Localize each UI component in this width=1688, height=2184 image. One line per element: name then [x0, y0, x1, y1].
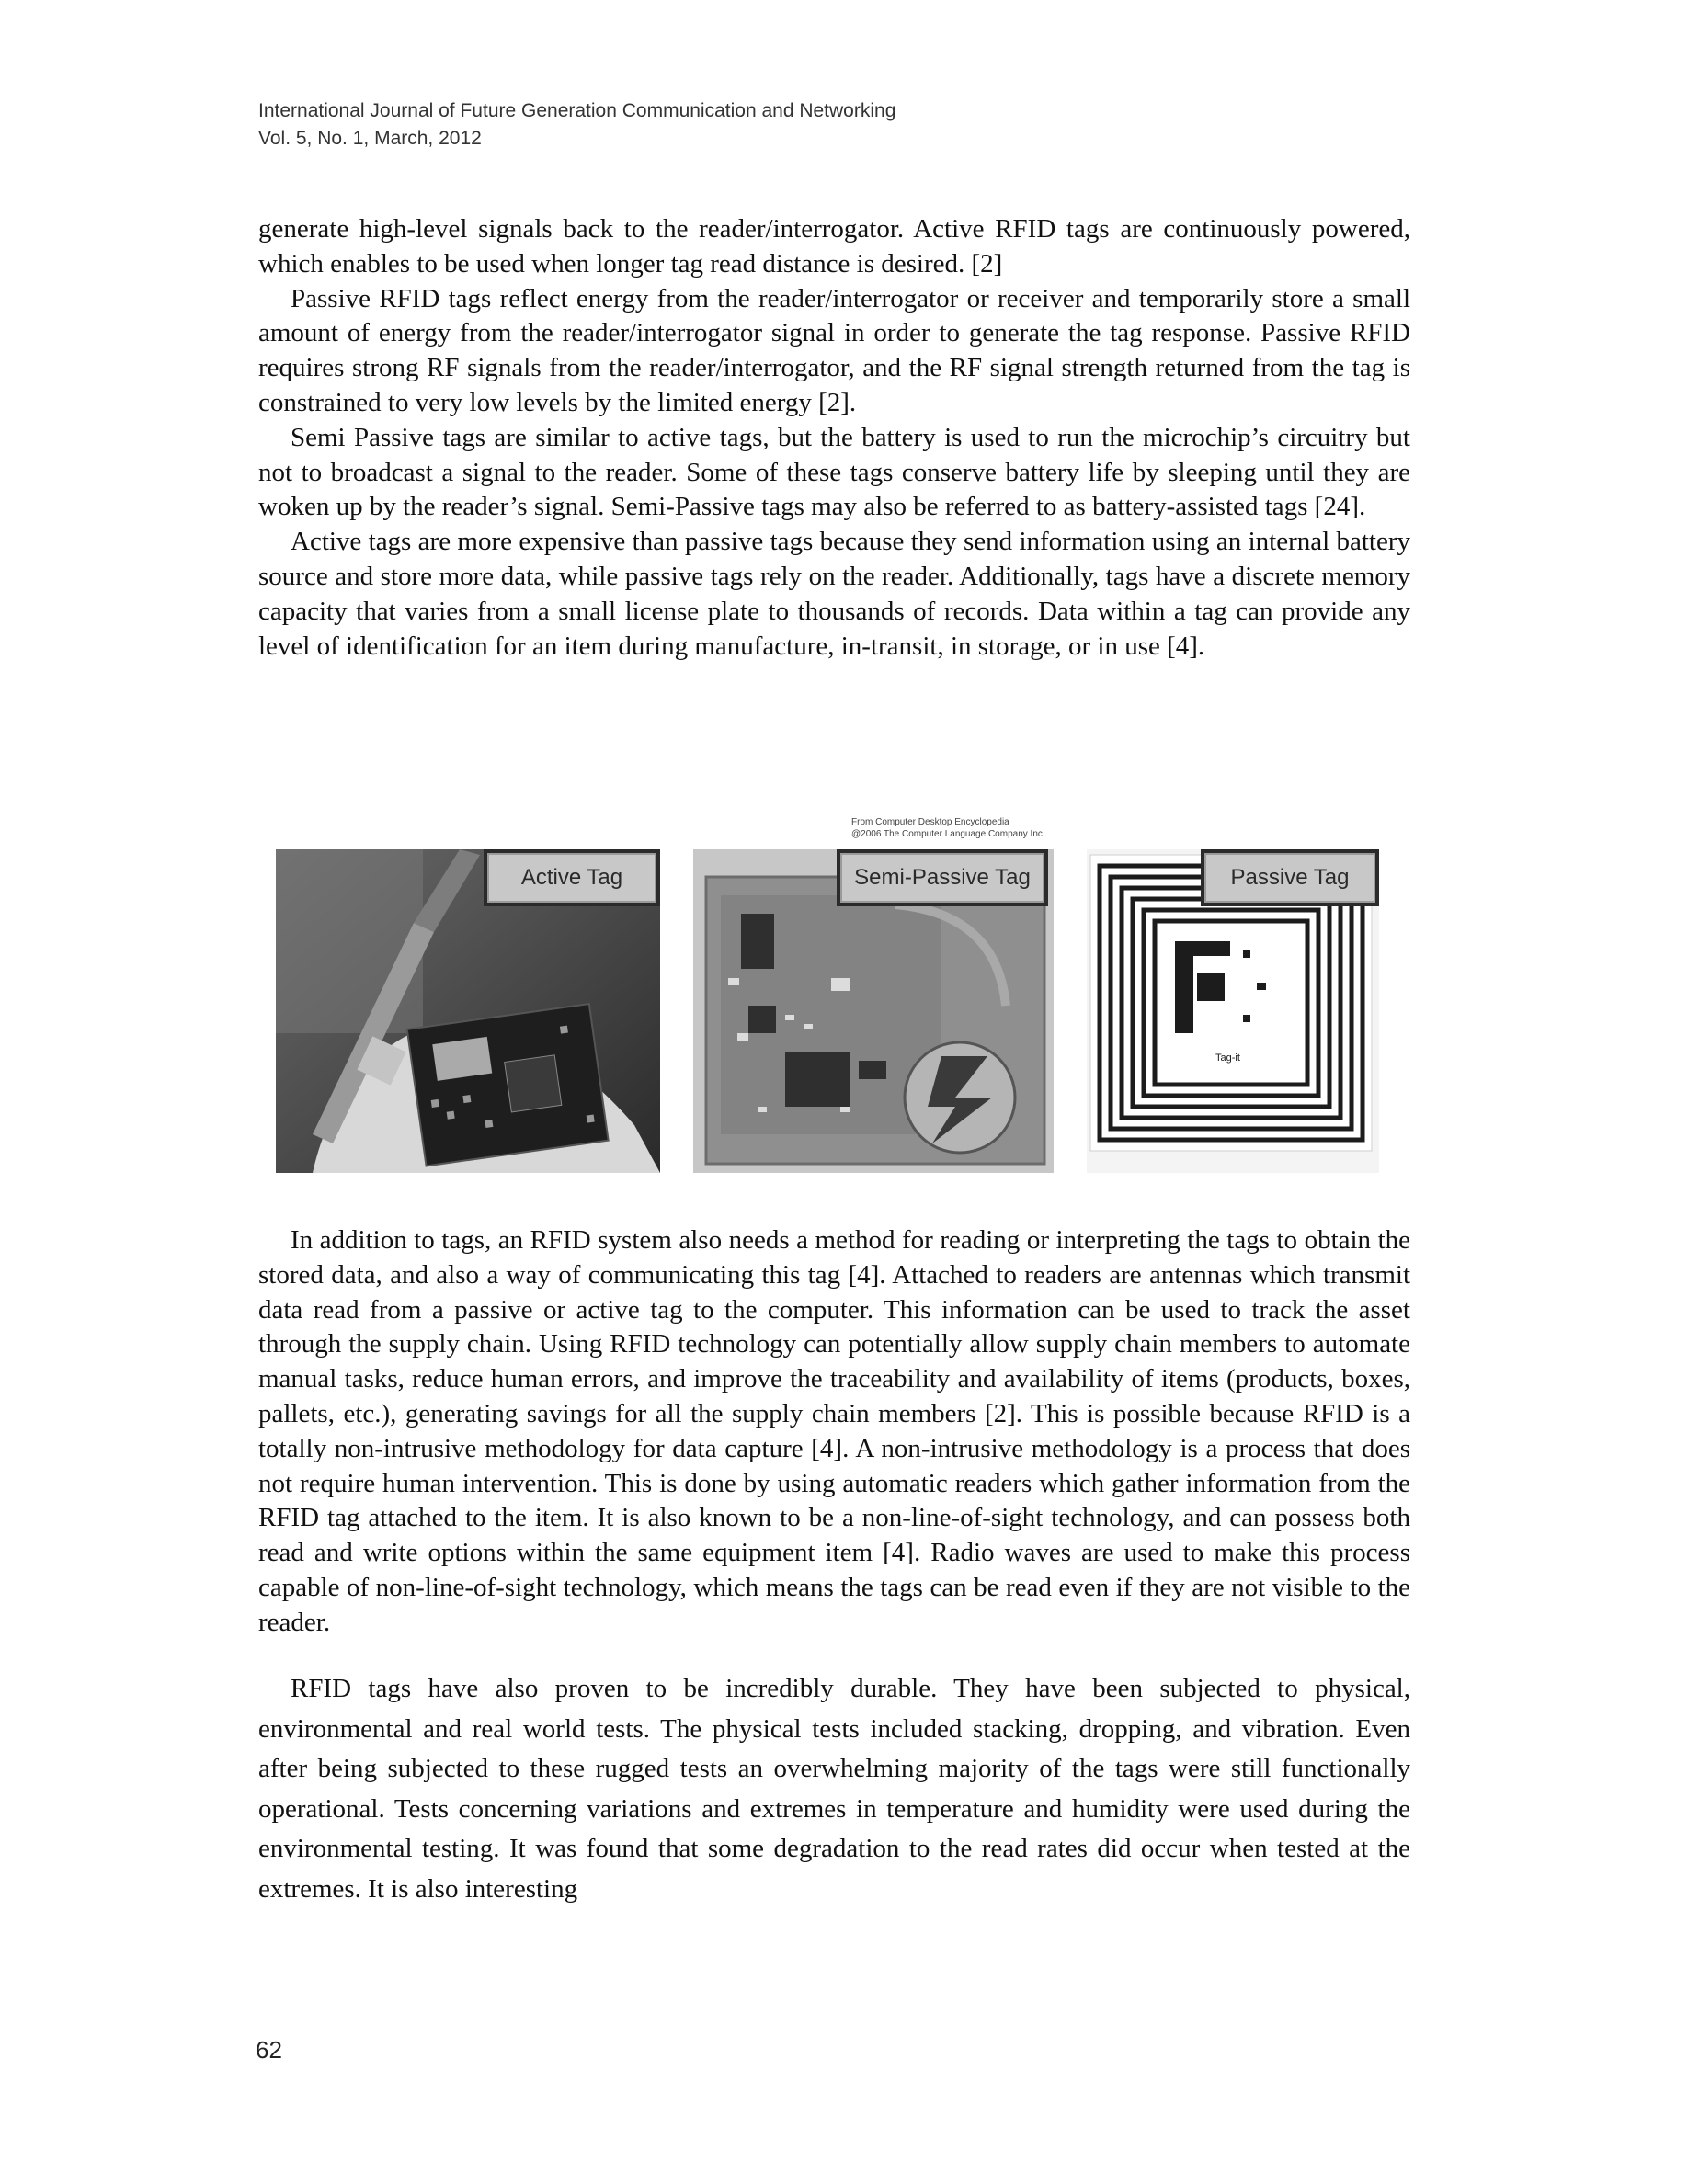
semi-passive-tag-photo	[693, 849, 1054, 1173]
body-text-bottom	[258, 1223, 1410, 1641]
paragraph-semi-passive: Semi Passive tags are similar to active tags, but the battery is used to run the microchip’s circuitry but not to broadcast a signal to the reader. Some of these tags conserve battery life by sleeping until they are woken up by the reader’s signal. Semi-Passive tags may also be referred to as battery-assisted tags [24].	[258, 422, 1410, 522]
journal-title: International Journal of Future Generation Communication and Networking	[258, 100, 896, 121]
page-number: 62	[256, 2036, 282, 2064]
label-semi-passive-tag: Semi-Passive Tag	[837, 849, 1048, 906]
journal-volume: Vol. 5, No. 1, March, 2012	[258, 128, 482, 149]
active-tag-photo	[276, 849, 660, 1173]
body-text-durability	[258, 1669, 1410, 1909]
label-passive-tag: Passive Tag	[1201, 849, 1379, 906]
figure-credit: From Computer Desktop Encyclopedia @2006 The Computer Language Company Inc.	[851, 817, 1045, 839]
paragraph-cost: Active tags are more expensive than passive tags because they send information using an internal battery source and store more data, while passive tags rely on the reader. Additionally, tags have a discrete memory capacity that varies from a small license plate to thousands of records. Data within a tag can provide any level of identification for an item during manufacture, in-transit, in storage, or in use [4].	[258, 527, 1410, 661]
paragraph-active-continued: generate high-level signals back to the reader/interrogator. Active RFID tags are continuously powered, which enables to be used when longer tag read distance is desired. [2]	[258, 214, 1410, 279]
passive-tag-photo	[1087, 849, 1379, 1173]
paragraph-passive: Passive RFID tags reflect energy from the reader/interrogator or receiver and temporarily store a small amount of energy from the reader/interrogator signal in order to generate the tag response. Passive RFID requires strong RF signals from the reader/interrogator, and the RF signal strength returned from the tag is constrained to very low levels by the limited energy [2].	[258, 283, 1410, 417]
rfid-tag-figure	[274, 816, 1403, 1175]
running-header	[258, 97, 895, 153]
label-active-tag: Active Tag	[484, 849, 660, 906]
body-text-top	[258, 212, 1410, 664]
chip-marking: Tag-it	[1215, 1052, 1240, 1064]
paragraph-durability: RFID tags have also proven to be incredibly durable. They have been subjected to physical, environmental and real world tests. The physical tests included stacking, dropping, and vibration. Even after being subjected to these rugged tests an overwhelming majority of the tags were still functionally operational. Tests concerning variations and extremes in temperature and humidity were used during the environmental testing. It was found that some degradation to the read rates did occur when tested at the extremes. It is also interesting	[258, 1674, 1410, 1904]
paragraph-reader-system: In addition to tags, an RFID system also needs a method for reading or interpreting the tags to obtain the stored data, and also a way of communicating this tag [4]. Attached to readers are antennas which transmit data read from a passive or active tag to the computer. This information can be used to track the asset through the supply chain. Using RFID technology can potentially allow supply chain members to automate manual tasks, reduce human errors, and improve the traceability and availability of items (products, boxes, pallets, etc.), generating savings for all the supply chain members [2]. This is possible because RFID is a totally non-intrusive methodology for data capture [4]. A non-intrusive methodology is a process that does not require human intervention. This is done by using automatic readers which gather information from the RFID tag attached to the item. It is also known to be a non-line-of-sight technology, and can possess both read and write options within the same equipment item [4]. Radio waves are used to make this process capable of non-line-of-sight technology, which means the tags can be read even if they are not visible to the reader.	[258, 1225, 1410, 1637]
